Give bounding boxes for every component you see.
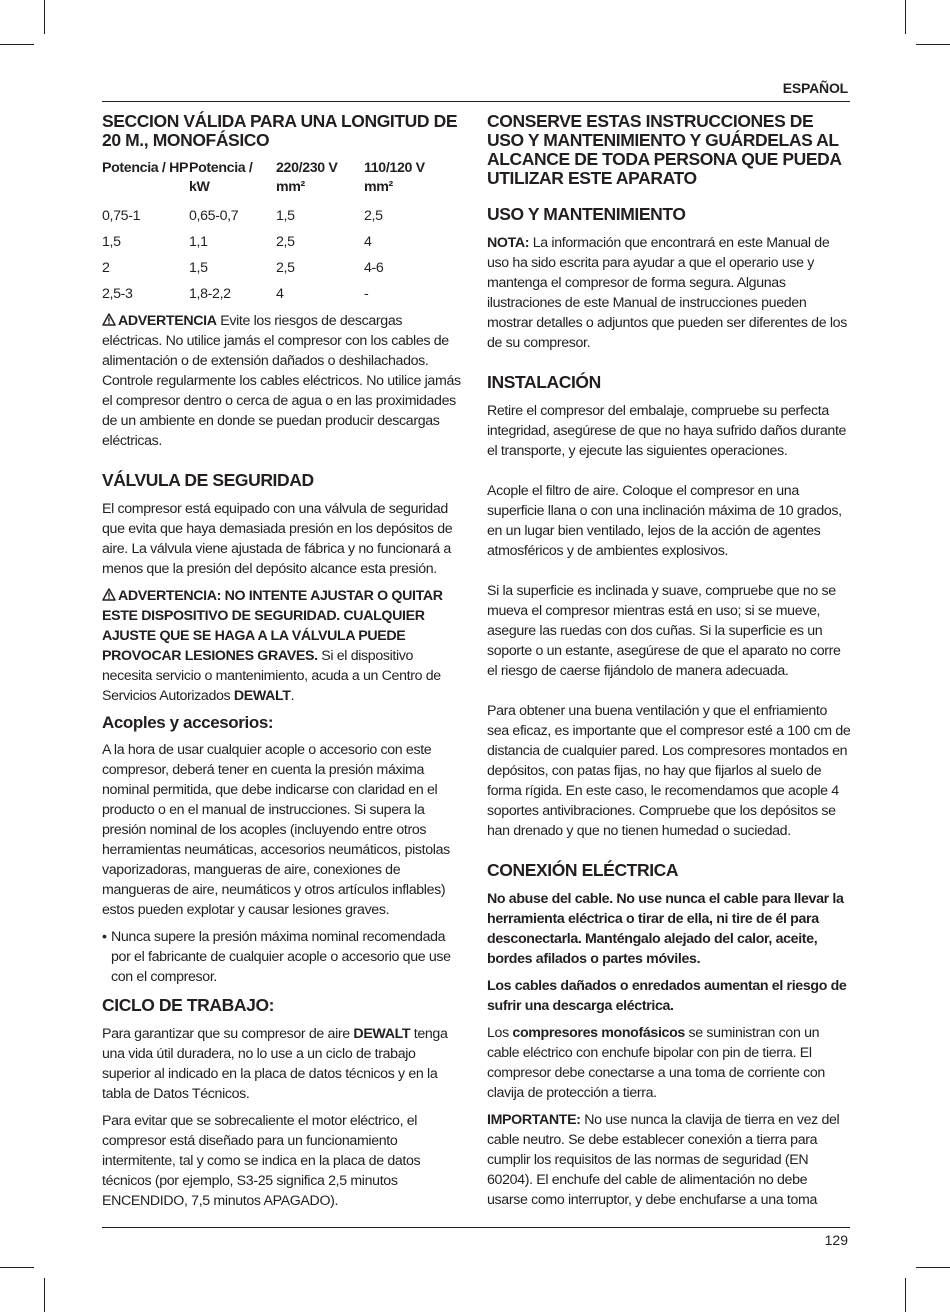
table-cell: 1,5	[102, 234, 121, 250]
note-paragraph	[487, 233, 851, 353]
table-cell: 2,5	[276, 234, 295, 250]
crop-mark	[44, 0, 45, 34]
duty-text: Para garantizar que su compresor de aire	[102, 1026, 354, 1042]
electrical-text: se suministran con un cable eléctrico con enchufe bipolar con pin de tierra. El compresor debe conectarse a una toma de corriente con clavija de protección a tierra.	[487, 1025, 825, 1101]
accessories-paragraph: A la hora de usar cualquier acople o accesorio con este compresor, deberá tener en cuenta la presión máxima nominal permitida, que debe indicarse con claridad en el producto o en el manual de instrucciones. Si supera la presión nominal de los acoples (incluyendo entre otros herramientas neumáticas, accesorios neumáticos, pistolas vaporizadoras, mangueras de aire, conexiones de mangueras de aire, neumáticos y otros artículos inflables) estos pueden explotar y causar lesiones graves.	[102, 742, 450, 918]
cable-section-table	[102, 159, 442, 307]
warning-triangle-icon	[102, 313, 116, 326]
crop-mark	[44, 1278, 45, 1312]
table-cell: -	[364, 286, 369, 302]
table-cell: 1,1	[189, 234, 208, 250]
electrical-bold-paragraph	[487, 889, 851, 969]
list-item-text: Nunca supere la presión máxima nominal recomendada por el fabricante de cualquier acople o accesorio que use con el compresor.	[111, 929, 451, 985]
important-text: No use nunca la clavija de tierra en vez del cable neutro. Se debe establecer conexión a tierra para cumplir los requisitos de las normas de seguridad (EN 60204). El enchufe del cable de alimentación no debe usarse como interruptor, y debe enchufarse a una toma	[487, 1112, 840, 1208]
period: .	[290, 688, 295, 704]
table-cell: 1,8-2,2	[189, 286, 231, 302]
table-header-cell: 110/120 V mm²	[364, 160, 425, 195]
table-cell: 0,75-1	[102, 208, 141, 224]
installation-paragraph: Para obtener una buena ventilación y que el enfriamiento sea eficaz, es importante que el compresor esté a 100 cm de distancia de cualquier pared. Los compresores montados en depósitos, con patas fijas, no hay que fijarlos al suelo de forma rígida. En este caso, le recomendamos que acople 4 soportes antivibraciones. Compruebe que los depósitos se han drenado y que no tienen humedad o suciedad.	[487, 703, 851, 839]
warning-text: Evite los riesgos de descargas eléctricas. No utilice jamás el compresor con los cables de alimentación o de extensión dañados o deshilachados. Controle regularmente los cables eléctricos. No utilice jamás el compresor dentro o cerca de agua o en las proximidades de un ambiente en donde se puedan producir descargas eléctricas.	[102, 313, 461, 449]
note-text: La información que encontrará en este Manual de uso ha sido escrita para ayudar a que el operario use y mantenga el compresor de forma segura. Algunas ilustraciones de este Manual de instrucciones pueden mostrar detalles o adjuntos que pueden ser diferentes de los de su compresor.	[487, 235, 847, 351]
table-cell: 2,5	[364, 208, 383, 224]
accessories-heading: Acoples y accesorios:	[102, 713, 274, 732]
crop-mark	[916, 1267, 950, 1268]
table-cell: 0,65-0,7	[189, 208, 239, 224]
keep-instructions-heading: CONSERVE ESTAS INSTRUCCIONES DE USO Y MANTENIMIENTO Y GUÁRDELAS AL ALCANCE DE TODA PERSONA QUE PUEDA UTILIZAR ESTE APARATO	[487, 111, 842, 188]
language-label: ESPAÑOL	[782, 80, 848, 96]
crop-mark	[905, 0, 906, 34]
warning-text: Si el dispositivo necesita servicio o mantenimiento, acuda a un Centro de Servicios Autorizados	[102, 648, 441, 704]
bold-text: No abuse del cable. No use nunca el cable para llevar la herramienta eléctrica o tirar de ella, ni tire de él para desconectarla. Manténgalo alejado del calor, aceite, bordes afilados o partes móviles.	[487, 891, 844, 967]
duty-paragraph	[102, 1024, 464, 1104]
valve-paragraph: El compresor está equipado con una válvula de seguridad que evita que haya demasiada presión en los depósitos de aire. La válvula viene ajustada de fábrica y no funcionará a menos que la presión del depósito alcance esta presión.	[102, 501, 453, 577]
table-header-cell: Potencia / HP	[102, 160, 189, 176]
footer-rule	[102, 1227, 850, 1228]
table-cell: 4	[276, 286, 284, 302]
electrical-bold-paragraph	[487, 976, 851, 1016]
table-row	[102, 229, 442, 255]
header-rule	[102, 101, 850, 102]
crop-mark	[0, 1267, 34, 1268]
table-header-cell: Potencia / kW	[189, 160, 253, 195]
installation-paragraph: Retire el compresor del embalaje, compruebe su perfecta integridad, asegúrese de que no haya sufrido daños durante el transporte, y ejecute las siguientes operaciones.	[487, 403, 847, 459]
electrical-connection-heading: CONEXIÓN ELÉCTRICA	[487, 860, 679, 880]
duty-text: tenga una vida útil duradera, no lo use a un ciclo de trabajo superior al indicado en la placa de datos técnicos y en la tabla de Datos Técnicos.	[102, 1026, 448, 1102]
left-column	[102, 112, 464, 1218]
table-cell: 1,5	[276, 208, 295, 224]
table-cell: 4-6	[364, 260, 384, 276]
installation-paragraph: Acople el filtro de aire. Coloque el compresor en una superficie llana o con una inclinación máxima de 10 grados, en un lugar bien ventilado, lejos de la acción de agentes atmosféricos y de ambientes explosivos.	[487, 483, 842, 559]
duty-paragraph: Para evitar que se sobrecaliente el motor eléctrico, el compresor está diseñado para un funcionamiento intermitente, tal y como se indica en la placa de datos técnicos (por ejemplo, S3-25 significa 2,5 minutos ENCENDIDO, 7,5 minutos APAGADO).	[102, 1113, 421, 1209]
list-item	[102, 927, 464, 987]
warning-paragraph	[102, 311, 464, 451]
use-maintenance-heading: USO Y MANTENIMIENTO	[487, 204, 686, 224]
table-cell: 2,5-3	[102, 286, 133, 302]
brand-name: DEWALT	[353, 1026, 411, 1042]
valve-heading: VÁLVULA DE SEGURIDAD	[102, 470, 314, 490]
table-cell: 4	[364, 234, 372, 250]
brand-name: DEWALT	[233, 688, 291, 704]
crop-mark	[916, 44, 950, 45]
table-cell: 2,5	[276, 260, 295, 276]
electrical-text: Los	[487, 1025, 513, 1041]
electrical-paragraph	[487, 1023, 851, 1103]
installation-paragraph: Si la superficie es inclinada y suave, compruebe que no se mueva el compresor mientras está en uso; si se mueve, asegure las ruedas con dos cuñas. Si la superficie es un soporte o un estante, asegúrese de que el aparato no corre el riesgo de caerse fijándolo de manera adecuada.	[487, 583, 841, 679]
right-column	[487, 112, 851, 1217]
table-row	[102, 281, 442, 307]
warning-label: ADVERTENCIA	[118, 313, 217, 329]
crop-mark	[0, 44, 34, 45]
warning-triangle-icon	[102, 588, 116, 601]
duty-cycle-heading: CICLO DE TRABAJO:	[102, 995, 275, 1015]
table-header-cell: 220/230 V mm²	[276, 160, 338, 195]
table-row	[102, 203, 442, 229]
warning-bold-text: ADVERTENCIA: NO INTENTE AJUSTAR O QUITAR ESTE DISPOSITIVO DE SEGURIDAD. CUALQUIER AJUSTE QUE SE HAGA A LA VÁLVULA PUEDE PROVOCAR LESIONES GRAVES.	[102, 588, 443, 664]
crop-mark	[905, 1278, 906, 1312]
cable-section-heading: SECCION VÁLIDA PARA UNA LONGITUD DE 20 M., MONOFÁSICO	[102, 111, 458, 150]
important-label: IMPORTANTE:	[487, 1112, 581, 1128]
bullet-icon: •	[102, 929, 107, 945]
page-number: 129	[824, 1232, 848, 1248]
bold-text: Los cables dañados o enredados aumentan el riesgo de sufrir una descarga eléctrica.	[487, 978, 847, 1014]
note-label: NOTA:	[487, 235, 530, 251]
table-row	[102, 255, 442, 281]
table-header-row	[102, 159, 442, 203]
table-cell: 2	[102, 260, 110, 276]
table-cell: 1,5	[189, 260, 208, 276]
warning-paragraph	[102, 586, 464, 706]
installation-heading: INSTALACIÓN	[487, 372, 601, 392]
bold-text: compresores monofásicos	[512, 1025, 685, 1041]
important-paragraph	[487, 1110, 851, 1210]
